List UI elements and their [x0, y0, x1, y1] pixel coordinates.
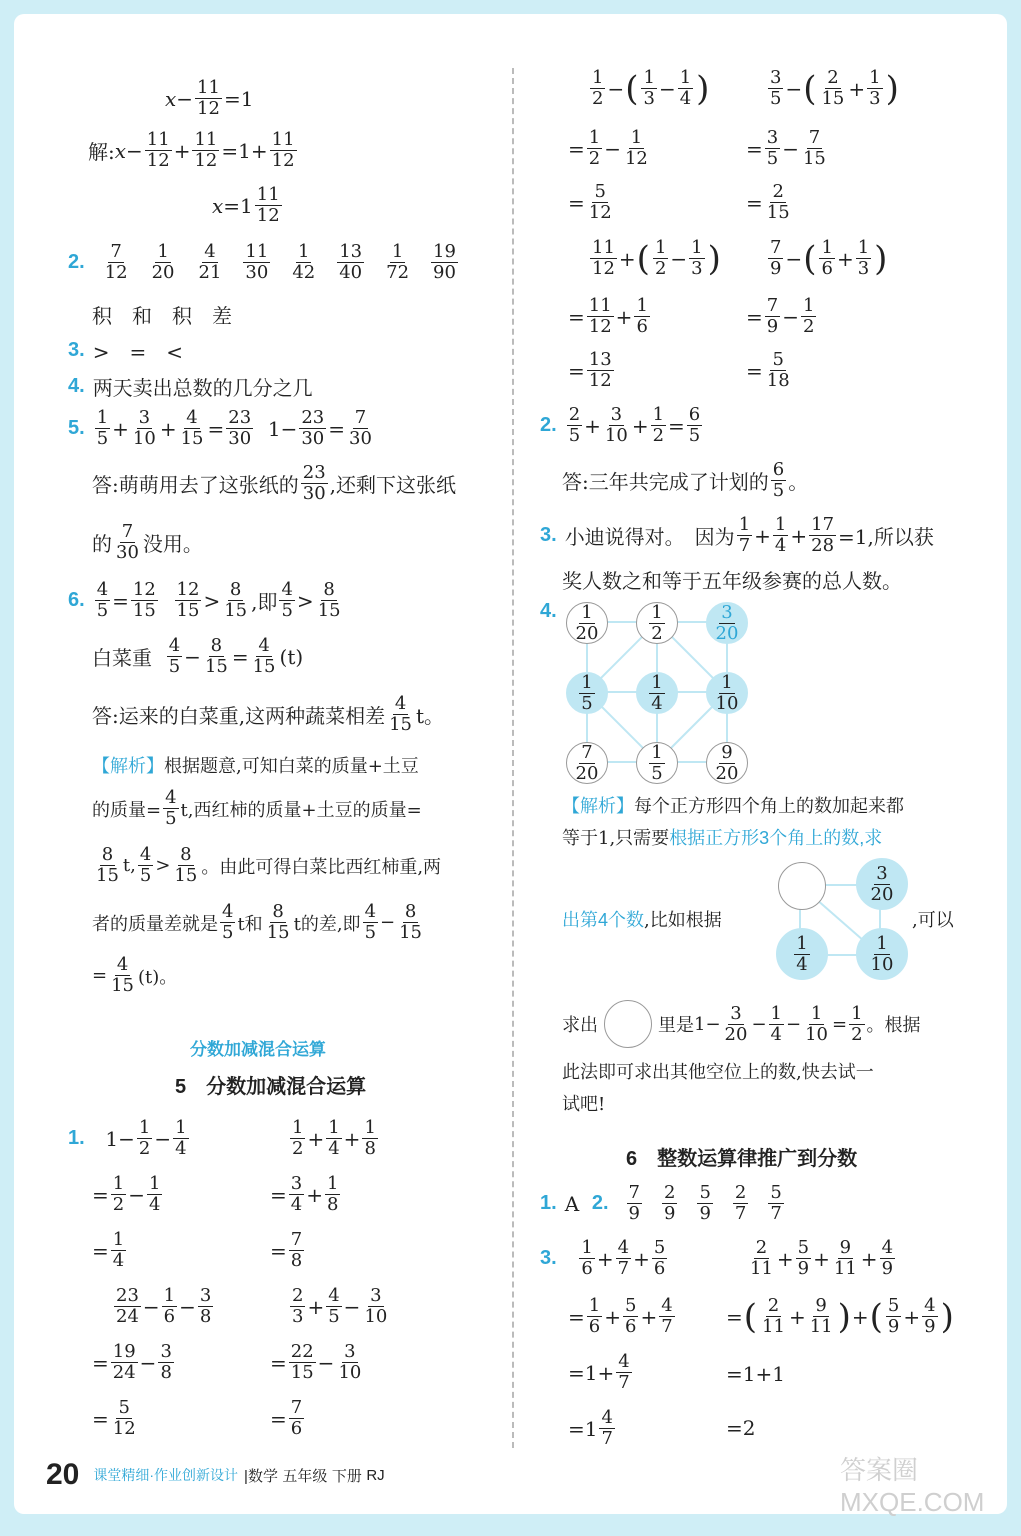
fraction-5: $\frac{1}{42}$: [292, 241, 316, 283]
fraction-3: $\frac{5}{9}$: [699, 1182, 711, 1224]
fraction-8: $\frac{19}{90}$: [433, 241, 456, 283]
fraction-5: $\frac{5}{7}$: [770, 1182, 782, 1224]
mini-node-tr: $\frac{3}{20}$: [856, 858, 908, 910]
s6-q2-fractions: [617, 1183, 794, 1224]
q5-eq: 5. $\frac{1}{5}$ + $\frac{3}{10}$ + $\frac{4}{15}$ = $\frac{23}{30}$ 1− $\frac{23}{30}$ = $\frac{7}{30}$: [68, 407, 372, 449]
r-calc-c: $\frac{11}{12}$ + ( $\frac{1}{2}$ − $\frac{1}{3}$ ): [592, 237, 721, 279]
fraction-4: $\frac{2}{7}$: [734, 1182, 747, 1224]
r-analysis-3: 出第4个数 ,比如根据: [562, 910, 722, 931]
node-mc: $\frac{1}{4}$: [636, 672, 678, 714]
empty-circle-icon: [604, 1000, 652, 1048]
r-calc-a2: = $\frac{1}{2}$ − $\frac{1}{12}$: [568, 127, 648, 169]
mini-node-empty: [778, 862, 826, 910]
analysis-3: $\frac{8}{15}$ t, $\frac{4}{5}$ > $\frac{8}{15}$ 。由此可得白菜比西红柿重,两: [96, 844, 442, 886]
q6-cabbage: 白菜重 $\frac{4}{5}$ − $\frac{8}{15}$ = $\frac{4}{15}$ (t): [92, 635, 304, 677]
mini-node-br: $\frac{1}{10}$: [856, 928, 908, 980]
q2-fractions: [93, 242, 468, 283]
q2: 2. $\frac{7}{12}$ $\frac{1}{20}$ $\frac{4}{21}$ $\frac{11}{30}$ $\frac{1}{42}$ $\frac{13}{40}$ $\frac{1}{72}$ $\frac{19}{90}$: [68, 242, 468, 283]
footer-brand: 课堂精细·作业创新设计: [93, 1467, 239, 1483]
r-analysis-5: 此法即可求出其他空位上的数,快去试一: [562, 1062, 874, 1083]
node-tc: $\frac{1}{2}$: [636, 602, 678, 644]
footer-edition: RJ: [366, 1466, 385, 1484]
node-tl: $\frac{1}{20}$: [566, 602, 608, 644]
fraction-2: $\frac{2}{9}$: [664, 1182, 676, 1224]
q4: 4. 两天卖出总数的几分之几: [68, 375, 313, 400]
r-calc-b: $\frac{3}{5}$ − ( $\frac{2}{15}$ + $\frac{1}{3}$ ): [770, 67, 899, 109]
mini-node-bl: $\frac{1}{4}$: [776, 928, 828, 980]
s5-q1-a2: = $\frac{1}{2}$ − $\frac{1}{4}$: [92, 1173, 161, 1215]
r-calc-b2: = $\frac{3}{5}$ − $\frac{7}{15}$: [746, 127, 826, 169]
s5-q1-c3: = $\frac{5}{12}$: [92, 1397, 136, 1439]
r-calc-a: $\frac{1}{2}$ − ( $\frac{1}{3}$ − $\frac{1}{4}$ ): [592, 67, 710, 109]
q6-answer: 答:运来的白菜重,这两种蔬菜相差 $\frac{4}{15}$ t。: [92, 693, 445, 735]
r-q3: 3. 小迪说得对。 因为 $\frac{1}{7}$ + $\frac{1}{4}$ + $\frac{17}{28}$ =1,所以获: [540, 514, 934, 556]
section-title-6: 6 整数运算律推广到分数: [626, 1148, 858, 1170]
s5-q1-b3: = $\frac{7}{8}$: [270, 1229, 303, 1271]
node-mr: $\frac{1}{10}$: [706, 672, 748, 714]
node-bc: $\frac{1}{5}$: [636, 742, 678, 784]
section-subheading: 分数加减混合运算: [190, 1040, 326, 1059]
node-ml: $\frac{1}{5}$: [566, 672, 608, 714]
s5-q1-c: $\frac{23}{24}$ − $\frac{1}{6}$ − $\frac{3}{8}$: [116, 1285, 212, 1327]
s6-q3-b4: =2: [726, 1416, 756, 1440]
s6-q3-a4: =1 $\frac{4}{7}$: [568, 1407, 613, 1449]
s6-q3-a2: = $\frac{1}{6}$ + $\frac{5}{6}$ + $\frac{4}{7}$: [568, 1295, 673, 1337]
fraction-1: $\frac{7}{12}$: [104, 241, 128, 283]
s5-q1-d: $\frac{2}{3}$ + $\frac{4}{5}$ − $\frac{3}{10}$: [292, 1285, 388, 1327]
node-bl: $\frac{7}{20}$: [566, 742, 608, 784]
r-calc-d2: = $\frac{7}{9}$ − $\frac{1}{2}$: [746, 295, 815, 337]
s6-q1-q2: 1. A 2. $\frac{7}{9}$ $\frac{2}{9}$ $\frac{5}{9}$ $\frac{2}{7}$ $\frac{5}{7}$: [540, 1183, 794, 1224]
r-q3-cont: 奖人数之和等于五年级参赛的总人数。: [562, 569, 902, 593]
s5-q1-b: $\frac{1}{2}$ + $\frac{1}{4}$ + $\frac{1}{8}$: [292, 1117, 376, 1159]
eq-line1: x − $\frac{11}{12}$ =1: [165, 77, 254, 119]
r-calc-b3: = $\frac{2}{15}$: [746, 181, 790, 223]
footer-term: 下册: [331, 1467, 362, 1485]
footer-subject: |数学: [244, 1467, 278, 1485]
analysis-5: = $\frac{4}{15}$ (t)。: [92, 954, 178, 996]
r-q2: 2. $\frac{2}{5}$ + $\frac{3}{10}$ + $\frac{1}{2}$ = $\frac{6}{5}$: [540, 404, 701, 446]
watermark: 答案圈 MXQE.COM: [840, 1455, 985, 1517]
analysis-4: 者的质量差就是 $\frac{4}{5}$ t和 $\frac{8}{15}$ t的差,即 $\frac{4}{5}$ − $\frac{8}{15}$: [92, 901, 423, 943]
fraction-7: $\frac{1}{72}$: [386, 241, 410, 283]
s6-q3-b: $\frac{2}{11}$ + $\frac{5}{9}$ + $\frac{9}{11}$ + $\frac{4}{9}$: [750, 1237, 894, 1279]
s6-q3-b3: =1+1: [726, 1362, 785, 1386]
eq-result: x =1 $\frac{11}{12}$: [212, 184, 280, 226]
r-analysis-4: 求出 里是 1− $\frac{3}{20}$ − $\frac{1}{4}$ − $\frac{1}{10}$ = $\frac{1}{2}$ 。根据: [562, 1000, 921, 1048]
r-analysis-1: 【解析】 每个正方形四个角上的数加起来都: [562, 796, 904, 817]
r-calc-c2: = $\frac{11}{12}$ + $\frac{1}{6}$: [568, 295, 648, 337]
fraction-6: $\frac{13}{40}$: [339, 241, 363, 283]
column-divider: [512, 68, 514, 1448]
q5-answer: 答:萌萌用去了这张纸的 $\frac{23}{30}$ ,还剩下这张纸: [92, 462, 457, 504]
r-q4-label: 4.: [540, 600, 557, 622]
s5-q1-b2: = $\frac{3}{4}$ + $\frac{1}{8}$: [270, 1173, 339, 1215]
fraction-1: $\frac{7}{9}$: [628, 1182, 640, 1224]
footer: [46, 1458, 385, 1492]
q5-answer2: 的 $\frac{7}{30}$ 没用。: [92, 521, 203, 563]
node-br: $\frac{9}{20}$: [706, 742, 748, 784]
s5-q1-d2: = $\frac{22}{15}$ − $\frac{3}{10}$: [270, 1341, 362, 1383]
page-number: 20: [46, 1458, 80, 1491]
s6-q3-a: 3. $\frac{1}{6}$ + $\frac{4}{7}$ + $\frac{5}{6}$: [540, 1237, 666, 1279]
analysis-1: 【解析】 根据题意,可知白菜的质量+土豆: [92, 756, 419, 777]
r-analysis-6: 试吧!: [562, 1094, 606, 1115]
fraction-3: $\frac{4}{21}$: [198, 241, 222, 283]
s5-q1-d3: = $\frac{7}{6}$: [270, 1397, 303, 1439]
footer-grade: 五年级: [282, 1467, 328, 1485]
eq-solve: 解: x − $\frac{11}{12}$ + $\frac{11}{12}$ =1+ $\frac{11}{12}$: [88, 129, 295, 171]
section-title-5: 5 分数加减混合运算: [175, 1076, 367, 1098]
s5-q1-c2: = $\frac{19}{24}$ − $\frac{3}{8}$: [92, 1341, 172, 1383]
s5-q1-a3: = $\frac{1}{4}$: [92, 1229, 125, 1271]
s6-q3-a3: =1+ $\frac{4}{7}$: [568, 1351, 630, 1393]
node-tr: $\frac{3}{20}$: [706, 602, 748, 644]
q6-eq: 6. $\frac{4}{5}$ = $\frac{12}{15}$ $\frac{12}{15}$ > $\frac{8}{15}$ ,即 $\frac{4}{5}$ > $\frac{8}{15}$: [68, 579, 341, 621]
r-calc-c3: = $\frac{13}{12}$: [568, 349, 612, 391]
r-calc-d3: = $\frac{5}{18}$: [746, 349, 790, 391]
q3: 3. > = <: [68, 339, 183, 364]
r-analysis-3c: ,可以: [912, 910, 954, 931]
analysis-2: 的质量= $\frac{4}{5}$ t,西红柿的质量+土豆的质量=: [92, 787, 422, 829]
r-q2-answer: 答:三年共完成了计划的 $\frac{6}{5}$ 。: [562, 459, 809, 501]
r-analysis-2: 等于1,只需要 根据正方形3个角上的数,求: [562, 828, 883, 849]
r-calc-d: $\frac{7}{9}$ − ( $\frac{1}{6}$ + $\frac{1}{3}$ ): [770, 237, 888, 279]
q2-words: 积 和 积 差: [92, 304, 232, 328]
r-calc-a3: = $\frac{5}{12}$: [568, 181, 612, 223]
fraction-4: $\frac{11}{30}$: [245, 241, 269, 283]
s6-q3-b2: = ( $\frac{2}{11}$ + $\frac{9}{11}$ ) + ( $\frac{5}{9}$ + $\frac{4}{9}$ ): [726, 1295, 954, 1337]
fraction-2: $\frac{1}{20}$: [151, 241, 175, 283]
s5-q1-a: 1. 1− $\frac{1}{2}$ − $\frac{1}{4}$: [68, 1117, 187, 1159]
